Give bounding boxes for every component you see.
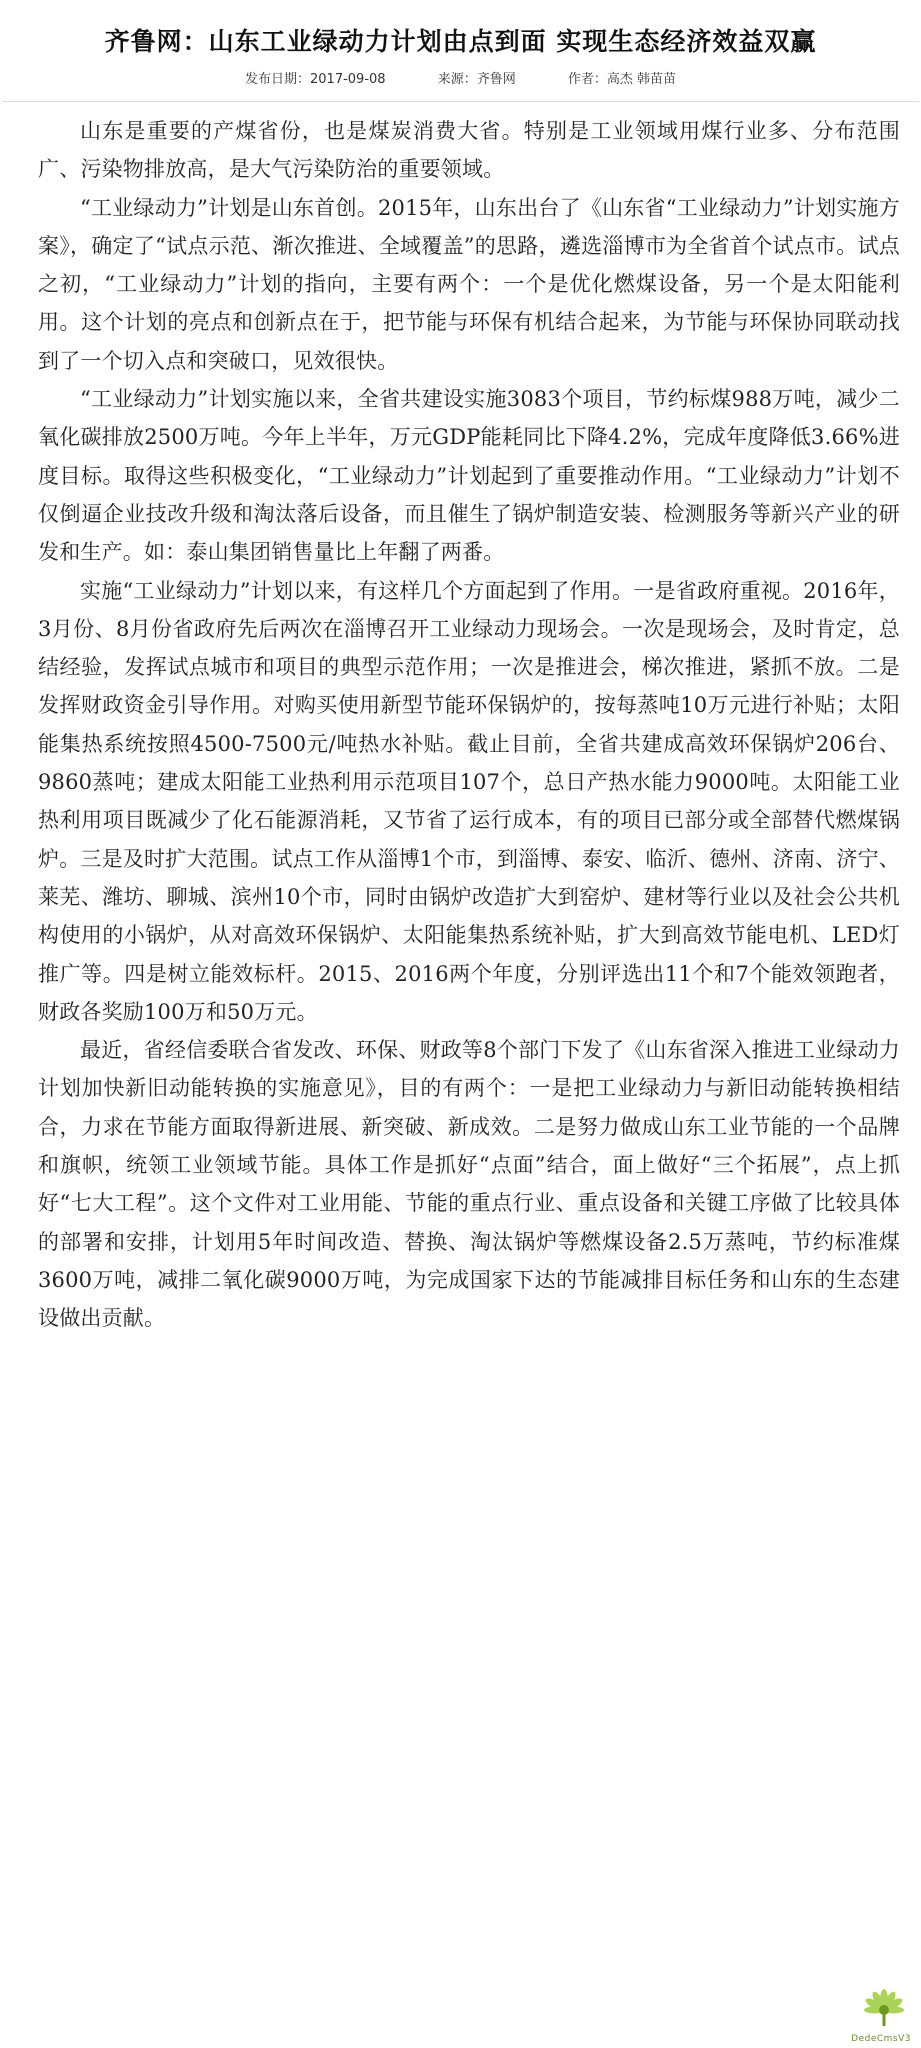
article-source: 来源：齐鲁网 [437, 72, 516, 87]
publish-date: 发布日期：2017-09-08 [245, 72, 386, 87]
article-paragraph: 山东是重要的产煤省份，也是煤炭消费大省。特别是工业领域用煤行业多、分布范围广、污染物排放高，是大气污染防治的重要领域。 [38, 119, 900, 182]
article-paragraph: “工业绿动力”计划实施以来，全省共建设实施3083个项目，节约标煤988万吨，减少二氧化碳排放2500万吨。今年上半年，万元GDP能耗同比下降4.2%，完成年度降低3.66%进度目标。取得这些积极变化，“工业绿动力”计划起到了重要推动作用。“工业绿动力”计划不仅倒逼企业技改升级和淘汰落后设备，而且催生了锅炉制造安装、检测服务等新兴产业的研发和生产。如：泰山集团销售量比上年翻了两番。 [38, 387, 900, 565]
article-paragraph: 实施“工业绿动力”计划以来，有这样几个方面起到了作用。一是省政府重视。2016年，3月份、8月份省政府先后两次在淄博召开工业绿动力现场会。一次是现场会，及时肯定，总结经验，发挥试点城市和项目的典型示范作用；一次是推进会，梯次推进，紧抓不放。二是发挥财政资金引导作用。对购买使用新型节能环保锅炉的，按每蒸吨10万元进行补贴；太阳能集热系统按照4500-7500元/吨热水补贴。截止目前，全省共建成高效环保锅炉206台、9860蒸吨；建成太阳能工业热利用示范项目107个，总日产热水能力9000吨。太阳能工业热利用项目既减少了化石能源消耗，又节省了运行成本，有的项目已部分或全部替代燃煤锅炉。三是及时扩大范围。试点工作从淄博1个市，到淄博、泰安、临沂、德州、济南、济宁、莱芜、潍坊、聊城、滨州10个市，同时由锅炉改造扩大到窑炉、建材等行业以及社会公共机构使用的小锅炉，从对高效环保锅炉、太阳能集热系统补贴，扩大到高效节能电机、LED灯推广等。四是树立能效标杆。2015、2016两个年度，分别评选出11个和7个能效领跑者，财政各奖励100万和50万元。 [38, 578, 900, 1024]
article-meta [0, 68, 921, 87]
article-body [38, 112, 900, 1338]
header-divider [2, 101, 919, 102]
watermark-text: DedeCmsV3 [851, 2034, 911, 2044]
page-title: 齐鲁网：山东工业绿动力计划由点到面 实现生态经济效益双赢 [104, 27, 817, 56]
article-authors: 作者：高杰 韩苗苗 [567, 72, 676, 87]
article-paragraph: “工业绿动力”计划是山东首创。2015年，山东出台了《山东省“工业绿动力”计划实施方案》，确定了“试点示范、渐次推进、全域覆盖”的思路，遴选淄博市为全省首个试点市。试点之初，“工业绿动力”计划的指向，主要有两个：一个是优化燃煤设备，另一个是太阳能利用。这个计划的亮点和创新点在于，把节能与环保有机结合起来，为节能与环保协同联动找到了一个切入点和突破口，见效很快。 [38, 195, 900, 373]
article-paragraph: 最近，省经信委联合省发改、环保、财政等8个部门下发了《山东省深入推进工业绿动力计划加快新旧动能转换的实施意见》，目的有两个：一是把工业绿动力与新旧动能转换相结合，力求在节能方面取得新进展、新突破、新成效。二是努力做成山东工业节能的一个品牌和旗帜，统领工业领域节能。具体工作是抓好“点面”结合，面上做好“三个拓展”，点上抓好“七大工程”。这个文件对工业用能、节能的重点行业、重点设备和关键工序做了比较具体的部署和安排，计划用5年时间改造、替换、淘汰锅炉等燃煤设备2.5万蒸吨，节约标准煤3600万吨，减排二氧化碳9000万吨，为完成国家下达的节能减排目标任务和山东的生态建设做出贡献。 [38, 1038, 900, 1331]
